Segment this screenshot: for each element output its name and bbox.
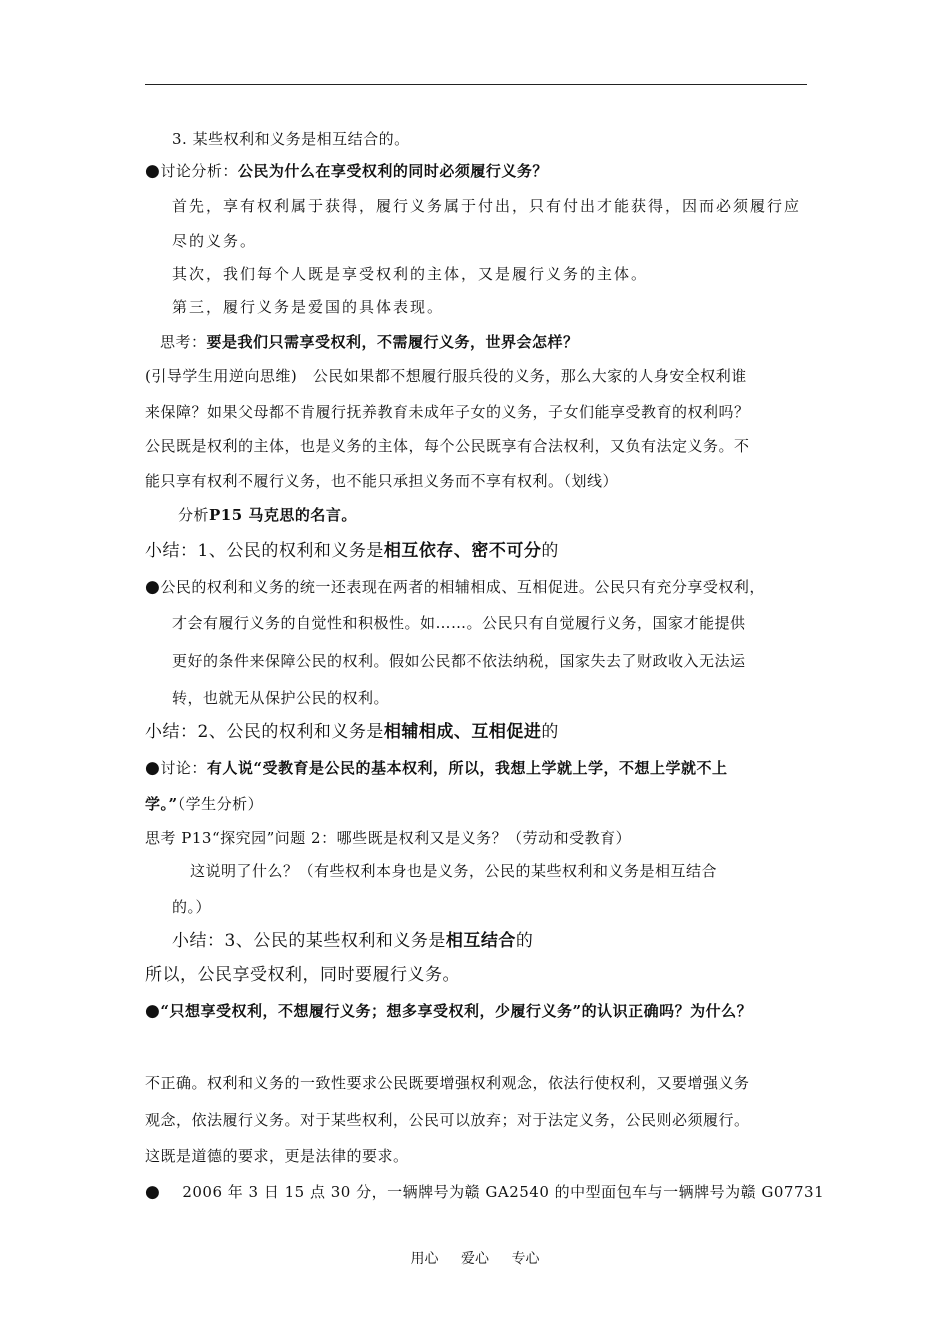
think-question: 思考：要是我们只需享受权利，不需履行义务，世界会怎样？ (160, 333, 579, 351)
page-footer: 用心 爱心 专心 (410, 1251, 540, 1267)
summary-1: 小结：1、公民的权利和义务是相互依存、密不可分的 (145, 541, 559, 561)
paragraph-line: 不正确。权利和义务的一致性要求公民既要增强权利观念，依法行使权利，又要增强义务 (145, 1074, 750, 1092)
paragraph-line: 公民既是权利的主体，也是义务的主体，每个公民既享有合法权利，又负有法定义务。不 (145, 437, 750, 455)
paragraph-line: ●公民的权利和义务的统一还表现在两者的相辅相成、互相促进。公民只有充分享受权利， (145, 577, 765, 597)
discussion-1: ●讨论分析：公民为什么在享受权利的同时必须履行义务？ (145, 161, 548, 181)
bullet-icon: ● (145, 577, 161, 597)
paragraph-line: 的。） (172, 898, 212, 916)
paragraph-line: 这既是道德的要求，更是法律的要求。 (145, 1147, 409, 1165)
analysis-line: 分析P15 马克思的名言。 (178, 506, 357, 524)
paragraph-line: 这说明了什么？（有些权利本身也是义务，公民的某些权利和义务是相互结合 (190, 862, 718, 880)
summary-3: 小结：3、公民的某些权利和义务是相互结合的 (172, 931, 534, 951)
paragraph-line: 观念，依法履行义务。对于某些权利，公民可以放弃；对于法定义务，公民则必须履行。 (145, 1111, 750, 1129)
paragraph-line: 第三，履行义务是爱国的具体表现。 (172, 298, 445, 316)
paragraph-line: 所以，公民享受权利，同时要履行义务。 (145, 965, 460, 985)
bullet-icon: ● (145, 1182, 161, 1202)
think-p13: 思考 P13“探究园”问题 2：哪些既是权利又是义务？（劳动和受教育） (145, 829, 632, 847)
bullet-icon: ● (145, 161, 161, 181)
paragraph-line: 其次，我们每个人既是享受权利的主体，又是履行义务的主体。 (172, 265, 649, 283)
paragraph-line: 更好的条件来保障公民的权利。假如公民都不依法纳税，国家失去了财政收入无法运 (172, 652, 746, 670)
bullet-icon: ● (145, 1001, 161, 1021)
paragraph-line: 尽的义务。 (172, 232, 258, 250)
paragraph-line: 才会有履行义务的自觉性和积极性。如……。公民只有自觉履行义务，国家才能提供 (172, 614, 746, 632)
item-3-heading: 3. 某些权利和义务是相互结合的。 (172, 130, 410, 148)
paragraph-line: 学。”（学生分析） (145, 795, 264, 813)
question-line: ●“只想享受权利，不想履行义务；想多享受权利，少履行义务”的认识正确吗？为什么？ (145, 1001, 753, 1021)
paragraph-line: 首先，享有权利属于获得，履行义务属于付出，只有付出才能获得，因而必须履行应 (172, 197, 802, 215)
summary-2: 小结：2、公民的权利和义务是相辅相成、互相促进的 (145, 722, 559, 742)
paragraph-line: ● 2006 年 3 日 15 点 30 分，一辆牌号为赣 GA2540 的中型面包车与一辆牌号为赣 G07731 (145, 1182, 825, 1202)
header-rule (145, 84, 807, 85)
paragraph-line: 转，也就无从保护公民的权利。 (172, 689, 390, 707)
paragraph-line: (引导学生用逆向思维) 公民如果都不想履行服兵役的义务，那么大家的人身安全权利谁 (145, 367, 747, 385)
bullet-icon: ● (145, 758, 161, 778)
discussion-2: ●讨论：有人说“受教育是公民的基本权利，所以，我想上学就上学，不想上学就不上 (145, 758, 728, 778)
paragraph-line: 能只享有权利不履行义务，也不能只承担义务而不享有权利。（划线） (145, 472, 619, 490)
paragraph-line: 来保障？如果父母都不肯履行抚养教育未成年子女的义务，子女们能享受教育的权利吗？ (145, 403, 750, 421)
